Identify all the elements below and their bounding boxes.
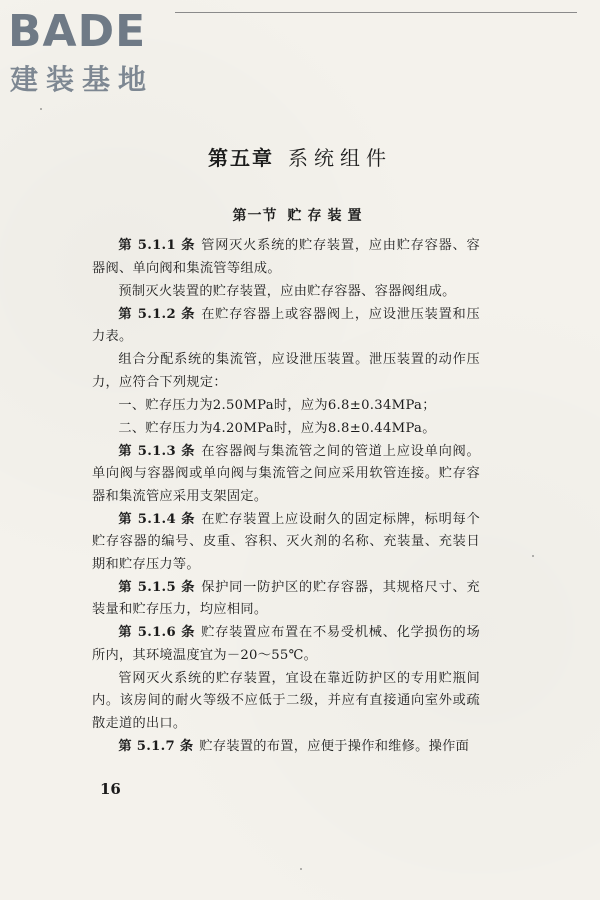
- chapter-title: [0, 142, 600, 171]
- paragraph: [92, 395, 480, 418]
- paragraph-text: 组合分配系统的集流管，应设泄压装置。泄压装置的动作压力，应符合下列规定：: [92, 352, 480, 390]
- logo-subtitle: 建装基地: [10, 63, 155, 96]
- section-name: 贮存装置: [287, 208, 368, 224]
- clause-number: 第 5.1.3 条: [118, 443, 196, 459]
- section-title: [0, 205, 600, 225]
- section-number: 第一节: [232, 208, 278, 224]
- paragraph: [92, 736, 480, 759]
- paragraph: [92, 349, 480, 394]
- paragraph-text: 二、贮存压力为4.20MPa时，应为8.8±0.44MPa。: [118, 420, 436, 436]
- clause-number: 第 5.1.4 条: [118, 511, 196, 527]
- clause-number: 第 5.1.2 条: [118, 306, 196, 322]
- page-number: 16: [100, 780, 121, 798]
- paragraph-text: 在贮存装置上应设耐久的固定标牌，标明每个贮存容器的编号、皮重、容积、灭火剂的名称、充装量、充装日期和贮存压力等。: [92, 511, 481, 572]
- paragraph-text: 管网灭火系统的贮存装置，宜设在靠近防护区的专用贮瓶间内。该房间的耐火等级不应低于二级，并应有直接通向室外或疏散走道的出口。: [92, 670, 480, 731]
- paragraph-text: 保护同一防护区的贮存容器，其规格尺寸、充装量和贮存压力，均应相同。: [92, 579, 481, 617]
- paragraph-text: 在贮存容器上或容器阀上，应设泄压装置和压力表。: [92, 306, 481, 344]
- watermark-logo: [6, 6, 176, 98]
- chapter-name: 系统组件: [288, 146, 392, 170]
- scan-speck: [40, 108, 42, 110]
- paragraph: [92, 281, 480, 304]
- paragraph-text: 在容器阀与集流管之间的管道上应设单向阀。单向阀与容器阀或单向阀与集流管之间应采用软管连接。贮存容器和集流管应采用支架固定。: [92, 443, 481, 504]
- paragraph: [92, 577, 480, 622]
- logo-brand: BADE: [8, 6, 147, 57]
- paragraph: [92, 509, 480, 577]
- scan-speck: [532, 555, 534, 557]
- paragraph-text: 管网灭火系统的贮存装置，应由贮存容器、容器阀、单向阀和集流管等组成。: [92, 238, 481, 276]
- scan-speck: [300, 868, 302, 870]
- paragraph: [92, 235, 480, 280]
- clause-number: 第 5.1.6 条: [118, 625, 196, 640]
- clause-number: 第 5.1.5 条: [118, 579, 196, 595]
- paragraph-text: 贮存装置应布置在不易受机械、化学损伤的场所内，其环境温度宜为－20～55℃。: [92, 625, 481, 663]
- chapter-number: 第五章: [208, 146, 274, 170]
- paragraph: [92, 441, 480, 509]
- paragraph: [92, 418, 480, 441]
- paragraph-text: 贮存装置的布置，应便于操作和维修。操作面: [199, 738, 470, 754]
- clause-number: 第 5.1.1 条: [118, 238, 196, 253]
- paragraph: [92, 622, 480, 667]
- header-rule: [175, 12, 577, 13]
- paragraph: [92, 668, 480, 736]
- body-text: [92, 235, 480, 758]
- clause-number: 第 5.1.7 条: [118, 738, 194, 754]
- paragraph: [92, 304, 480, 349]
- paragraph-text: 预制灭火装置的贮存装置，应由贮存容器、容器阀组成。: [118, 283, 456, 299]
- paragraph-text: 一、贮存压力为2.50MPa时，应为6.8±0.34MPa；: [118, 397, 436, 413]
